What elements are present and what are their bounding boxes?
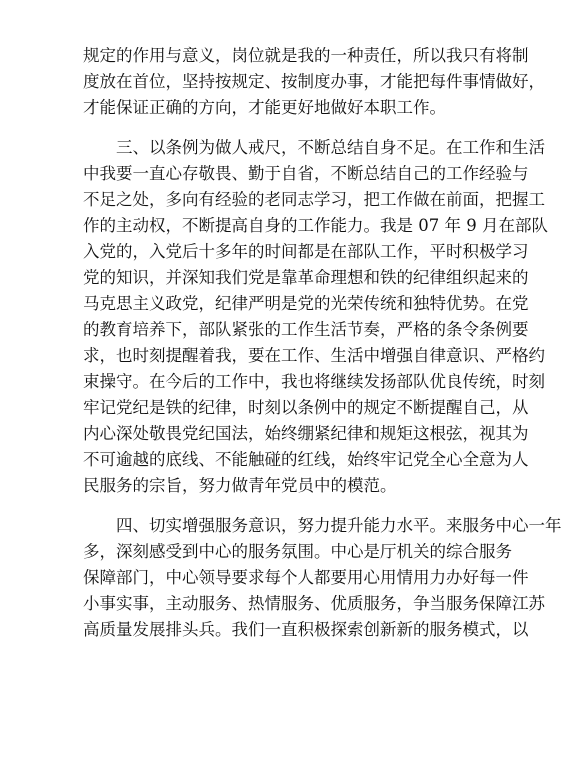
text-line: 民服务的宗旨，努力做青年党员中的模范。 bbox=[83, 476, 397, 495]
text-line: 不足之处，多向有经验的老同志学习，把工作做在前面，把握工 bbox=[83, 190, 545, 209]
document-body bbox=[83, 43, 562, 643]
text-line: 束操守。在今后的工作中，我也将继续发扬部队优良传统，时刻 bbox=[83, 372, 545, 391]
text-line: 度放在首位，坚持按规定、按制度办事，才能把每件事情做好， bbox=[83, 72, 545, 91]
text-line: 多，深刻感受到中心的服务氛围。中心是厅机关的综合服务 bbox=[83, 542, 512, 561]
text-line: 内心深处敬畏党纪国法，始终绷紧纪律和规矩这根弦，视其为 bbox=[83, 424, 529, 443]
text-line: 不可逾越的底线、不能触碰的红线，始终牢记党全心全意为人 bbox=[83, 450, 529, 469]
text-line: 小事实事，主动服务、热情服务、优质服务，争当服务保障江苏 bbox=[83, 594, 545, 613]
text-line: 高质量发展排头兵。我们一直积极探索创新新的服务模式，以 bbox=[83, 620, 529, 639]
text-line: 中我要一直心存敬畏、勤于自省，不断总结自己的工作经验与 bbox=[83, 164, 529, 183]
text-line: 规定的作用与意义，岗位就是我的一种责任，所以我只有将制 bbox=[83, 46, 529, 65]
paragraph-3 bbox=[83, 513, 562, 643]
text-line: 马克思主义政党，纪律严明是党的光荣传统和独特优势。在党 bbox=[83, 294, 529, 313]
paragraph-1 bbox=[83, 43, 545, 121]
text-line: 牢记党纪是铁的纪律，时刻以条例中的规定不断提醒自己，从 bbox=[83, 398, 529, 417]
text-line: 入党的，入党后十多年的时间都是在部队工作，平时积极学习 bbox=[83, 242, 529, 261]
text-line: 三、以条例为做人戒尺，不断总结自身不足。在工作和生活 bbox=[116, 138, 545, 157]
paragraph-2 bbox=[83, 135, 548, 499]
text-line: 作的主动权，不断提高自身的工作能力。我是 07 年 9 月在部队 bbox=[83, 216, 548, 235]
text-line: 保障部门，中心领导要求每个人都要用心用情用力办好每一件 bbox=[83, 568, 529, 587]
text-line: 求，也时刻提醒着我，要在工作、生活中增强自律意识、严格约 bbox=[83, 346, 545, 365]
text-line: 才能保证正确的方向，才能更好地做好本职工作。 bbox=[83, 98, 446, 117]
text-line: 四、切实增强服务意识，努力提升能力水平。来服务中心一年 bbox=[116, 516, 562, 535]
text-line: 的教育培养下，部队紧张的工作生活节奏，严格的条令条例要 bbox=[83, 320, 529, 339]
text-line: 党的知识，并深知我们党是靠革命理想和铁的纪律组织起来的 bbox=[83, 268, 529, 287]
